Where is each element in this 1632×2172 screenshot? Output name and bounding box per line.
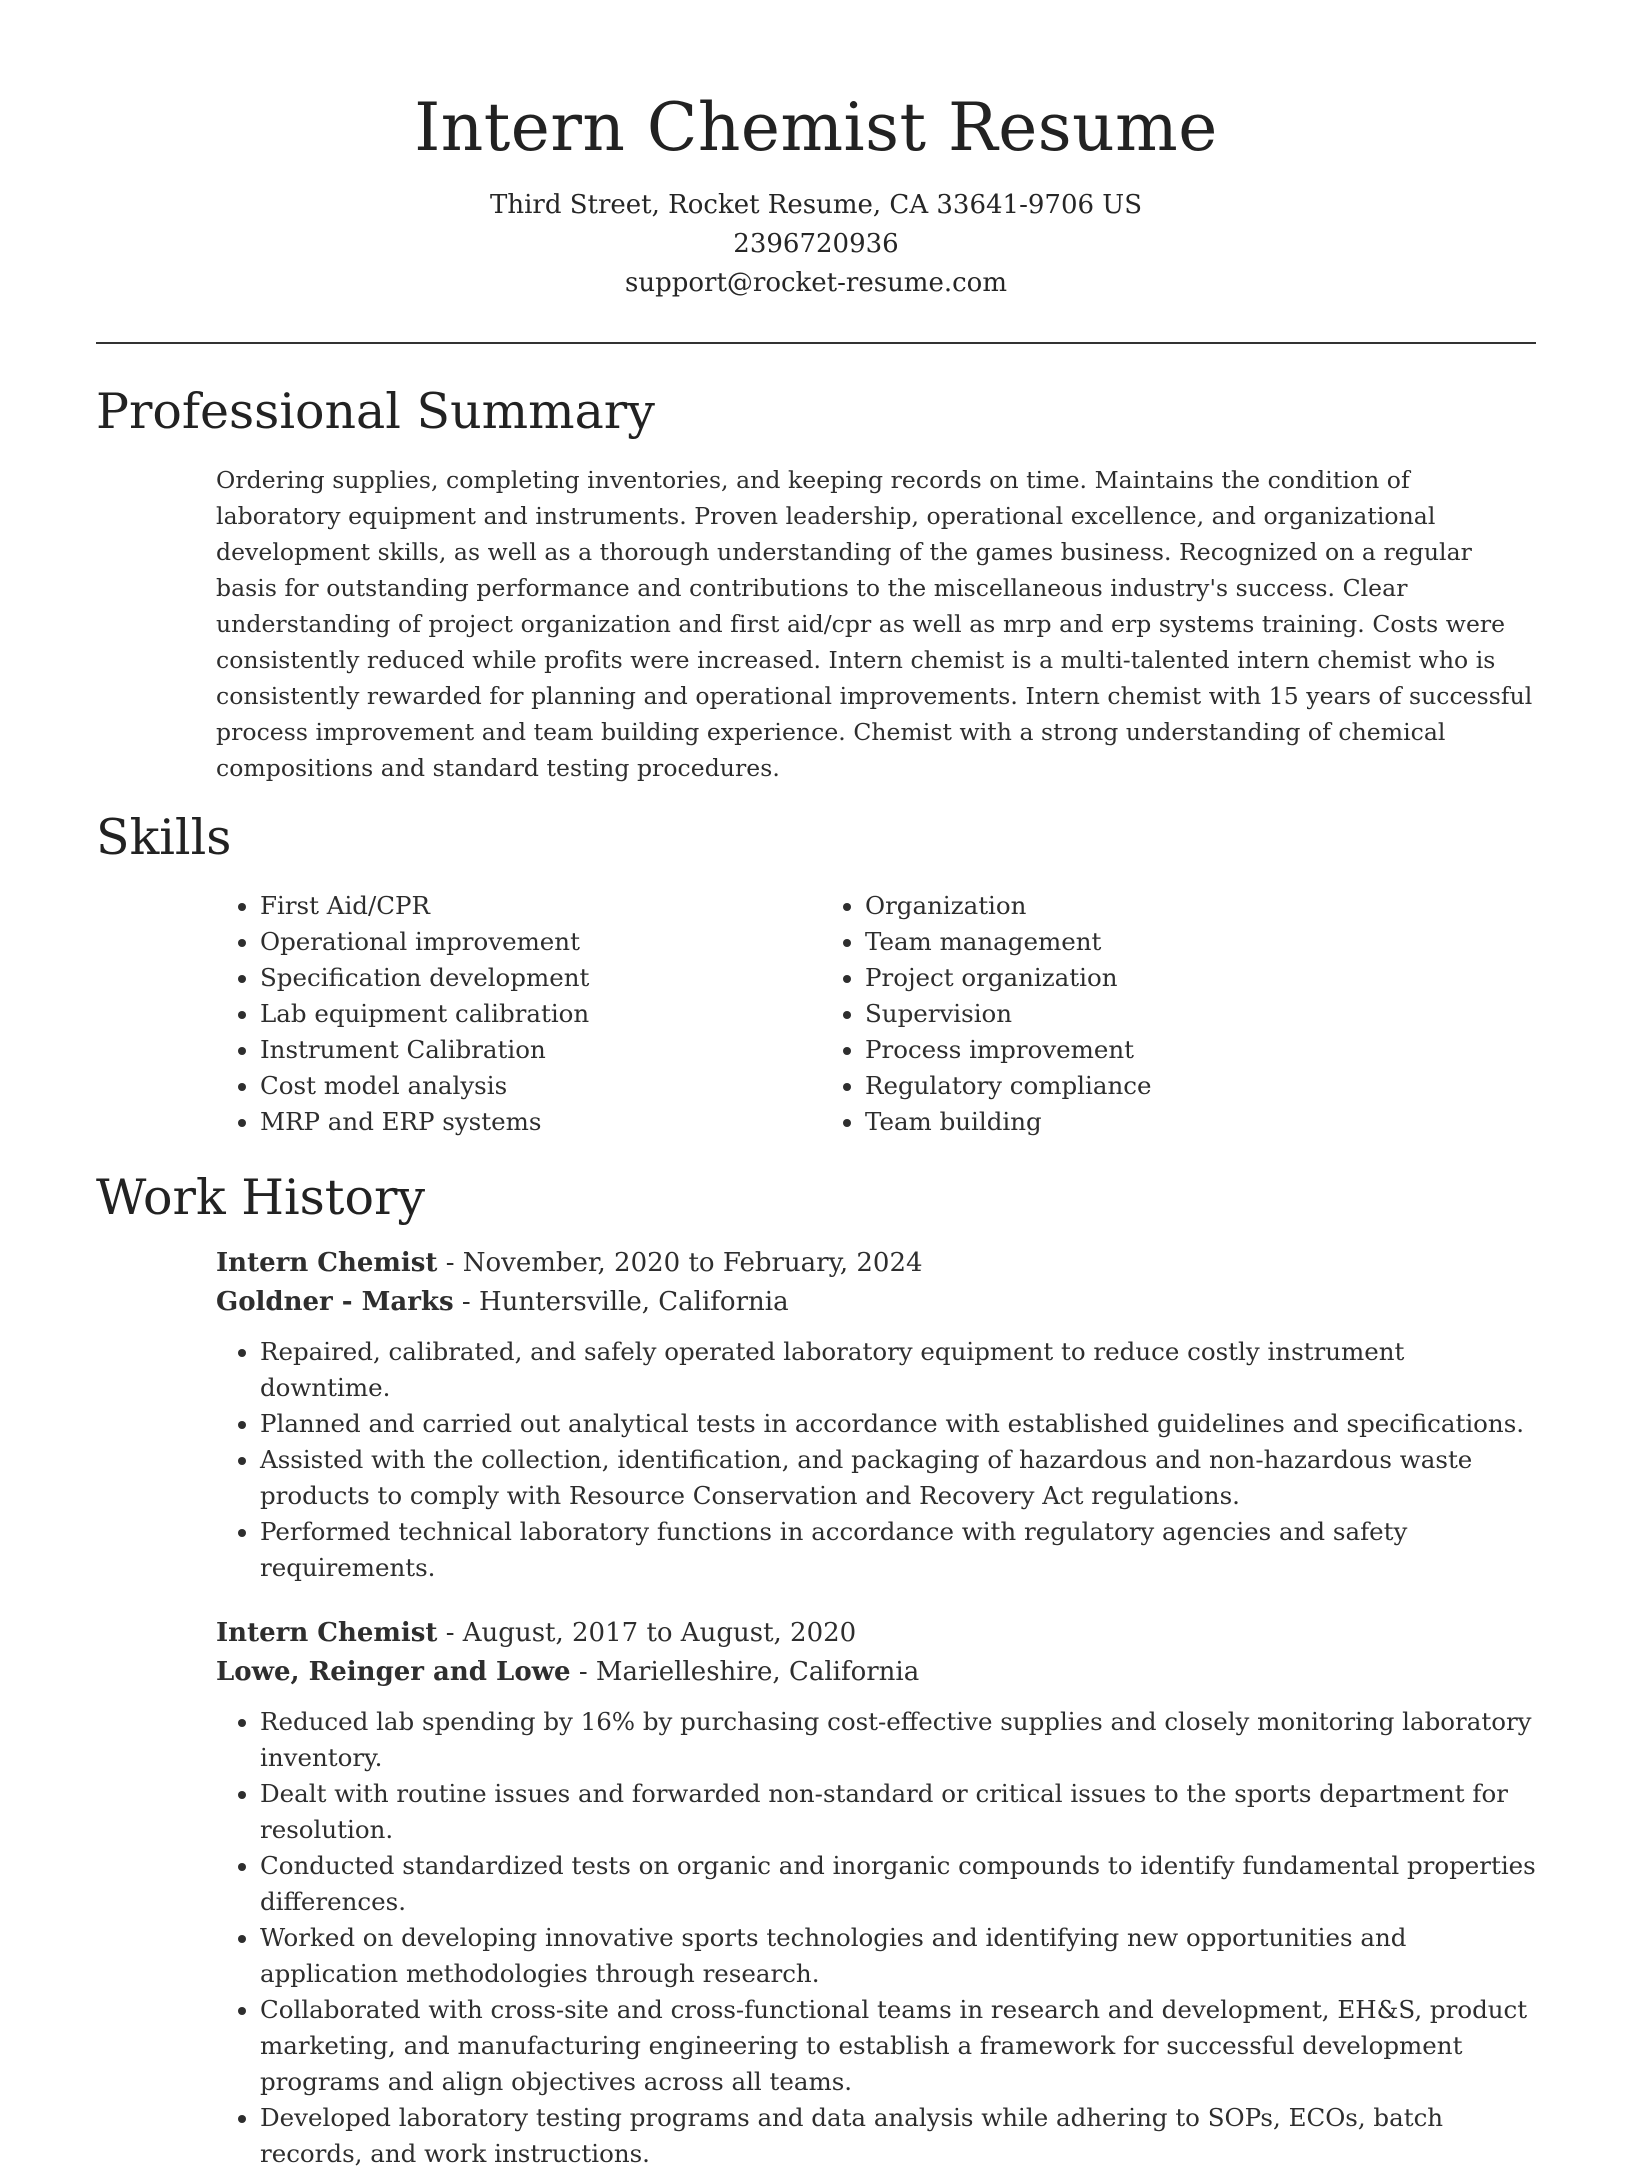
job-bullet: • Performed technical laboratory functions in accordance with regulatory agencies and safety requirements.	[260, 1514, 1536, 1586]
job-bullet: • Conducted standardized tests on organic and inorganic compounds to identify fundamental properties differences.	[260, 1848, 1536, 1920]
address: Third Street, Rocket Resume, CA 33641-9706 US	[489, 190, 1143, 220]
summary-paragraph: Ordering supplies, completing inventories, and keeping records on time. Maintains the condition of laboratory equipment and instruments. Proven leadership, operational excellence, and organizational development skills, as well as a thorough understanding of the games business. Recognized on a regular basis for outstanding performance and contributions to the miscellaneous industry's success. Clear understanding of project organization and first aid/cpr as well as mrp and erp systems training. Costs were consistently reduced while profits were increased. Intern chemist is a multi-talented intern chemist who is consistently rewarded for planning and operational improvements. Intern chemist with 15 years of successful process improvement and team building experience. Chemist with a strong understanding of chemical compositions and standard testing procedures.	[216, 466, 1533, 782]
job-title: Intern Chemist	[216, 1618, 438, 1648]
job-bullet: • Reduced lab spending by 16% by purchasing cost-effective supplies and closely monitoring laboratory inventory.	[260, 1704, 1536, 1776]
skill-item: • Operational improvement	[260, 924, 821, 960]
job-bullets	[216, 1704, 1536, 2172]
skill-item: • Supervision	[865, 996, 1536, 1032]
email-address: support@rocket-resume.com	[624, 268, 1007, 298]
contact-block	[96, 186, 1536, 303]
job-entry	[216, 1244, 1536, 1586]
skills-list-left	[216, 888, 821, 1140]
skill-item: • MRP and ERP systems	[260, 1104, 821, 1140]
section-heading-work: Work History	[96, 1169, 426, 1226]
job-bullet: • Repaired, calibrated, and safely operated laboratory equipment to reduce costly instrument downtime.	[260, 1334, 1536, 1406]
skill-item: • First Aid/CPR	[260, 888, 821, 924]
job-bullet: • Developed laboratory testing programs and data analysis while adhering to SOPs, ECOs, batch records, and work instructions.	[260, 2100, 1536, 2172]
job-title: Intern Chemist	[216, 1248, 438, 1278]
skill-item: • Organization	[865, 888, 1536, 924]
skill-item: • Project organization	[865, 960, 1536, 996]
job-dates: August, 2017 to August, 2020	[462, 1618, 857, 1648]
job-bullet: • Dealt with routine issues and forwarded non-standard or critical issues to the sports department for resolution.	[260, 1776, 1536, 1848]
section-heading-summary: Professional Summary	[96, 383, 655, 440]
skill-item: • Specification development	[260, 960, 821, 996]
skill-item: • Process improvement	[865, 1032, 1536, 1068]
professional-summary-section	[96, 380, 1536, 786]
job-entry	[216, 1614, 1536, 2172]
job-title-line: Intern Chemist - November, 2020 to February, 2024	[216, 1248, 923, 1278]
job-dates: November, 2020 to February, 2024	[462, 1248, 923, 1278]
header-divider	[96, 342, 1536, 344]
job-bullet: • Worked on developing innovative sports technologies and identifying new opportunities and application methodologies through research.	[260, 1920, 1536, 1992]
phone-number: 2396720936	[733, 229, 899, 259]
skills-list-right	[821, 888, 1536, 1140]
skill-item: • Cost model analysis	[260, 1068, 821, 1104]
job-company-line: Lowe, Reinger and Lowe - Marielleshire, California	[216, 1657, 920, 1687]
skill-item: • Instrument Calibration	[260, 1032, 821, 1068]
skill-item: • Regulatory compliance	[865, 1068, 1536, 1104]
job-bullets	[216, 1334, 1536, 1586]
job-bullet: • Collaborated with cross-site and cross-functional teams in research and development, EH&S, product marketing, and manufacturing engineering to establish a framework for successful development programs and align objectives across all teams.	[260, 1992, 1536, 2100]
job-company: Goldner - Marks	[216, 1287, 454, 1317]
resume-page	[96, 0, 1536, 2172]
job-company-line: Goldner - Marks - Huntersville, California	[216, 1287, 789, 1317]
job-bullet: • Planned and carried out analytical tests in accordance with established guidelines and specifications.	[260, 1406, 1536, 1442]
skill-item: • Team management	[865, 924, 1536, 960]
skill-item: • Lab equipment calibration	[260, 996, 821, 1032]
job-bullet: • Assisted with the collection, identification, and packaging of hazardous and non-hazardous waste products to comply with Resource Conservation and Recovery Act regulations.	[260, 1442, 1536, 1514]
section-heading-skills: Skills	[96, 809, 232, 866]
job-company: Lowe, Reinger and Lowe	[216, 1657, 571, 1687]
resume-title: Intern Chemist Resume	[414, 89, 1218, 166]
job-location: Marielleshire, California	[595, 1657, 920, 1687]
job-location: Huntersville, California	[478, 1287, 789, 1317]
skills-section	[96, 806, 1536, 1140]
work-history-section	[96, 1166, 1536, 2172]
job-title-line: Intern Chemist - August, 2017 to August, 2020	[216, 1618, 857, 1648]
skills-columns	[216, 888, 1536, 1140]
skill-item: • Team building	[865, 1104, 1536, 1140]
